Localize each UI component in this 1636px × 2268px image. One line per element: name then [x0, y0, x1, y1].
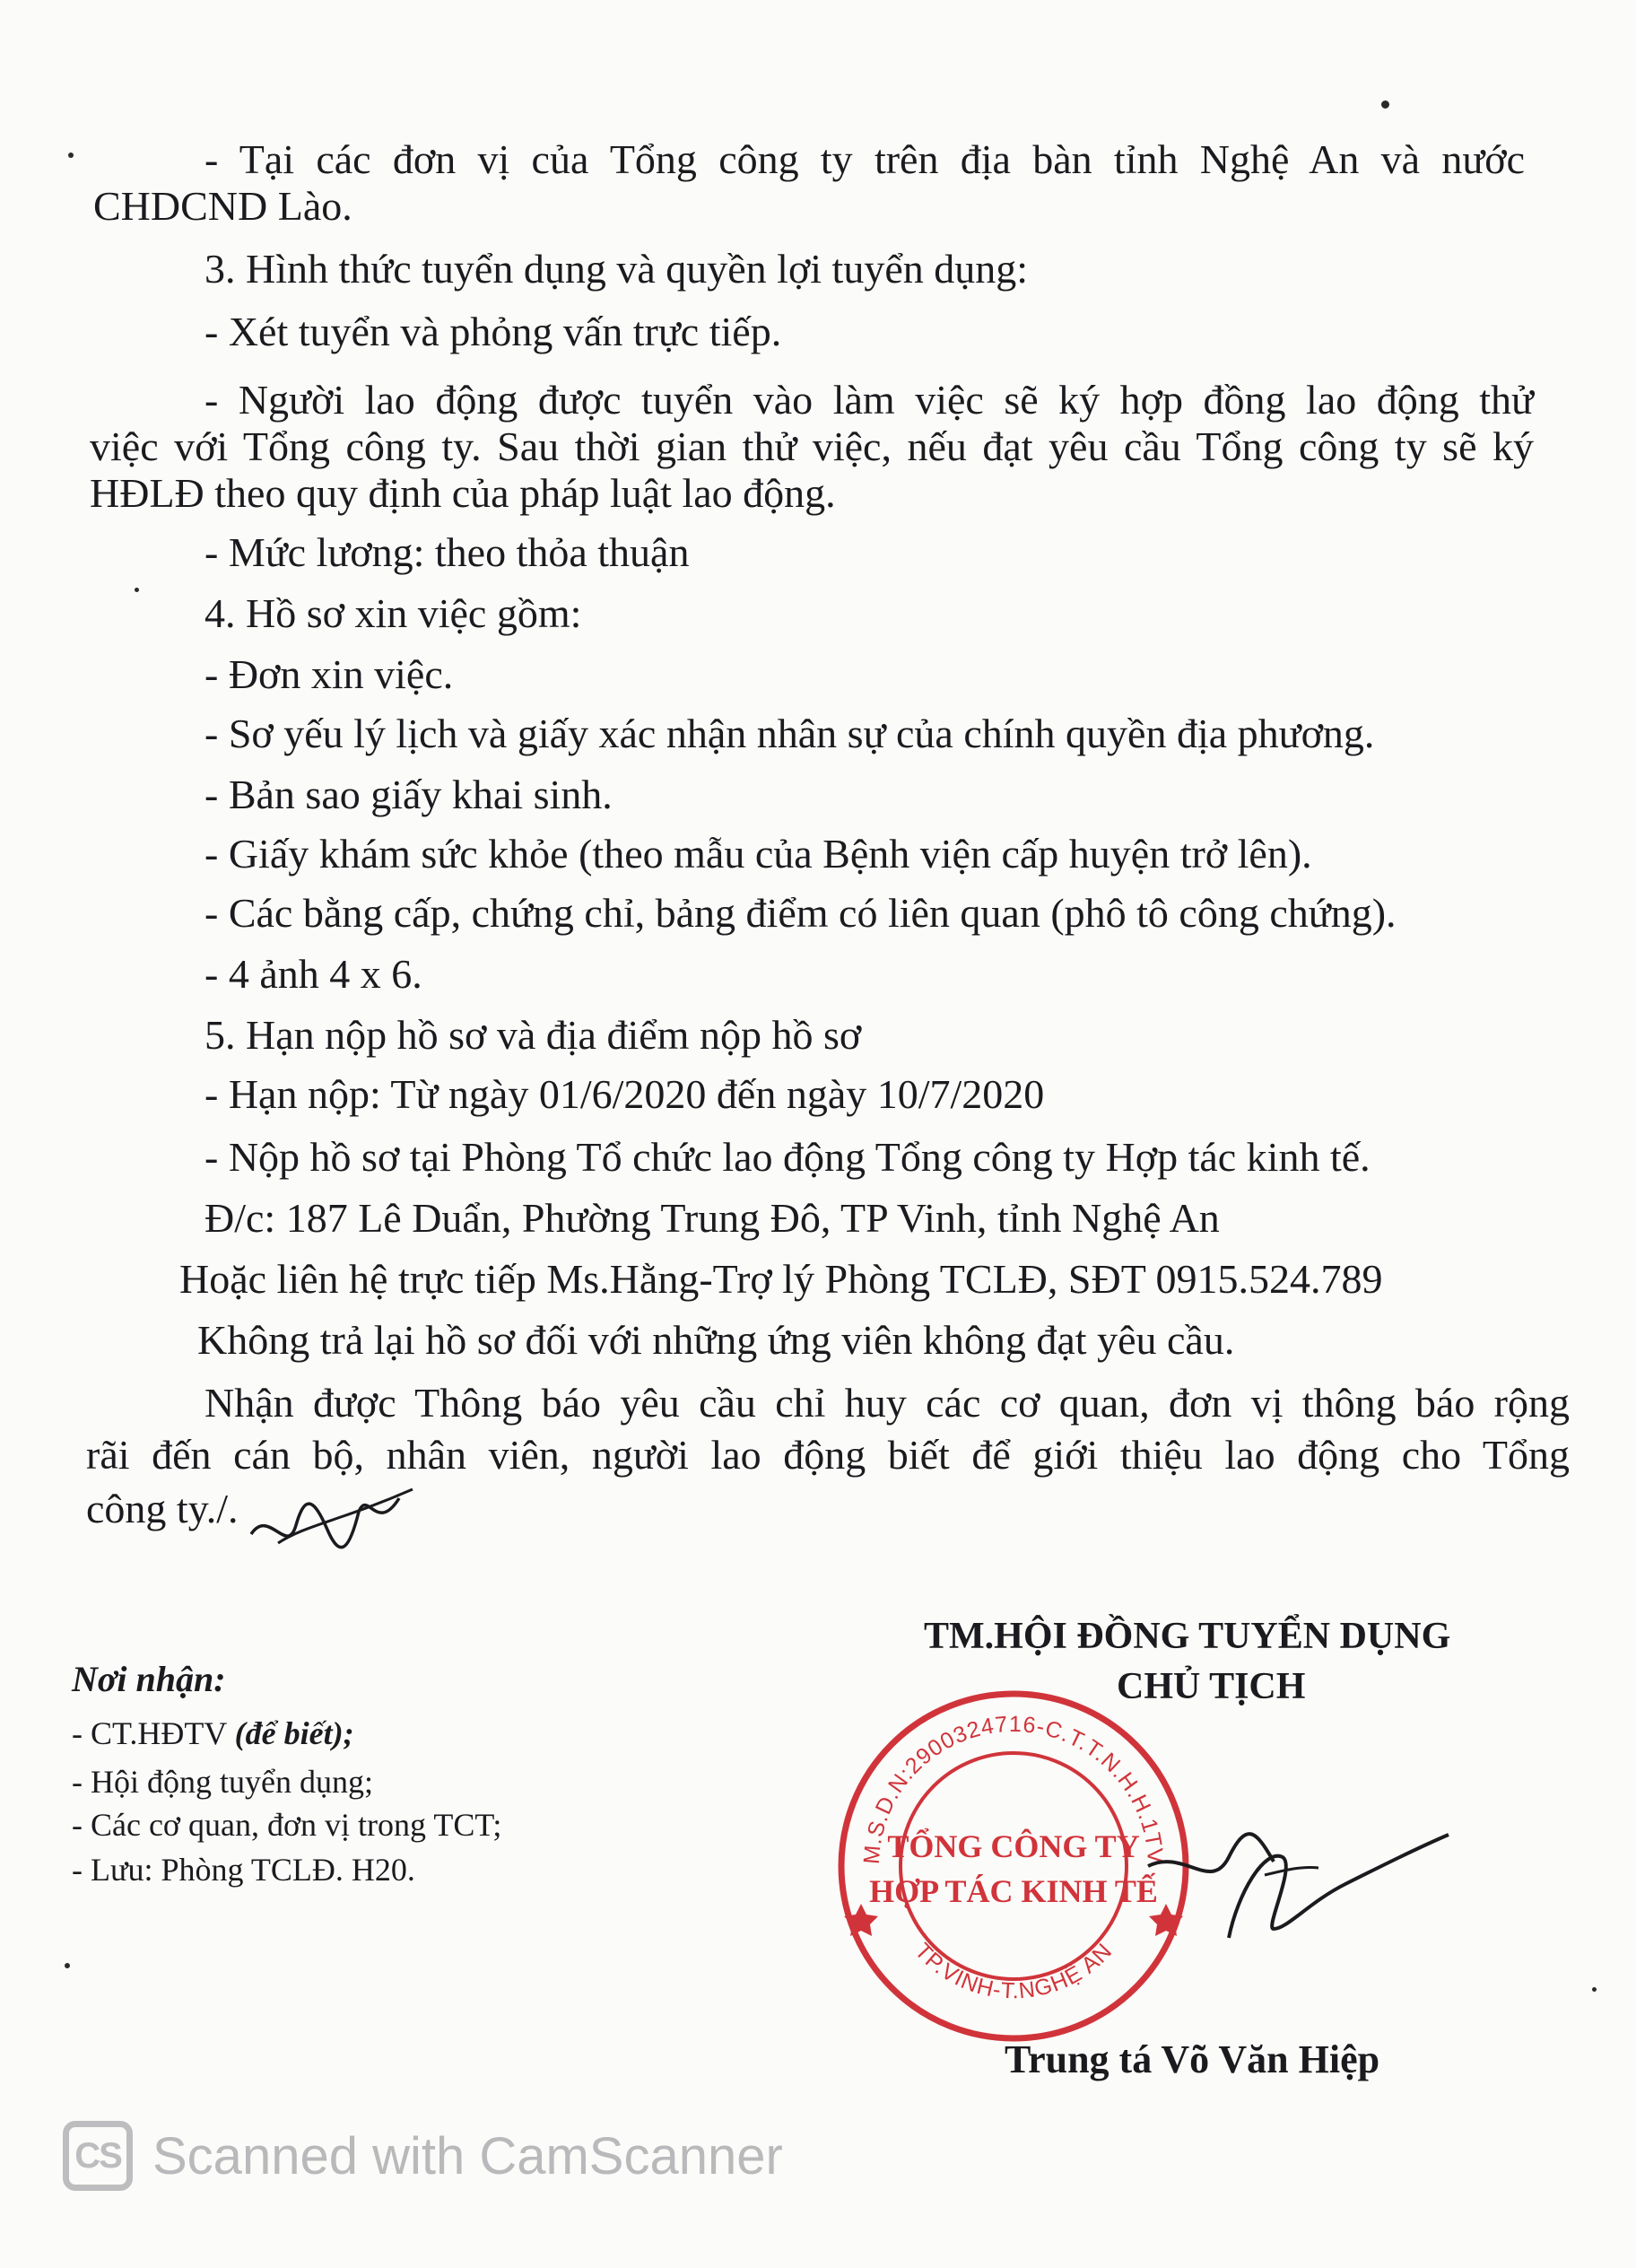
section-title: 3. Hình thức tuyển dụng và quyền lợi tuyển dụng:: [204, 246, 1029, 292]
address-line: Đ/c: 187 Lê Duẩn, Phường Trung Đô, TP Vinh, tỉnh Nghệ An: [204, 1195, 1220, 1241]
list-item: - 4 ảnh 4 x 6.: [204, 951, 422, 997]
list-item: - Bản sao giấy khai sinh.: [204, 772, 613, 817]
list-item: - Xét tuyển và phỏng vấn trực tiếp.: [204, 309, 782, 354]
paragraph-line: Nhận được Thông báo yêu cầu chỉ huy các cơ quan, đơn vị thông báo rộng: [204, 1380, 1570, 1426]
paragraph-line: việc với Tổng công ty. Sau thời gian thử việc, nếu đạt yêu cầu Tổng công ty sẽ ký: [90, 423, 1534, 469]
initials-scribble: [242, 1471, 422, 1561]
signature-role: CHỦ TỊCH: [1117, 1666, 1306, 1707]
paragraph-line: - Người lao động được tuyển vào làm việc sẽ ký hợp đồng lao động thử: [204, 377, 1534, 423]
recipients-title: Nơi nhận:: [72, 1659, 226, 1699]
contact-line: Hoặc liên hệ trực tiếp Ms.Hằng-Trợ lý Phòng TCLĐ, SĐT 0915.524.789: [179, 1256, 1383, 1302]
recipient-item: - Lưu: Phòng TCLĐ. H20.: [72, 1852, 415, 1888]
paragraph-line: rãi đến cán bộ, nhân viên, người lao động biết để giới thiệu lao động cho Tổng: [86, 1432, 1570, 1478]
list-item: - Nộp hồ sơ tại Phòng Tổ chức lao động Tổng công ty Hợp tác kinh tế.: [204, 1134, 1371, 1180]
seal-ring-bottom-text: TP.VINH-T.NGHỆ AN: [909, 1938, 1118, 2004]
list-item: - Đơn xin việc.: [204, 651, 454, 697]
recipient-note: (để biết);: [234, 1715, 354, 1751]
paragraph-line: HĐLĐ theo quy định của pháp luật lao động.: [90, 470, 836, 516]
recipient-item: - Các cơ quan, đơn vị trong TCT;: [72, 1807, 502, 1843]
list-item: - Hạn nộp: Từ ngày 01/6/2020 đến ngày 10/7/2020: [204, 1071, 1045, 1117]
recipient-item: - Hội động tuyển dụng;: [72, 1764, 373, 1800]
seal-center-line-1: TỔNG CÔNG TY: [887, 1828, 1140, 1864]
scan-speck: [135, 588, 139, 592]
list-item: - Giấy khám sức khỏe (theo mẫu của Bệnh viện cấp huyện trở lên).: [204, 831, 1312, 877]
list-item: - Mức lương: theo thỏa thuận: [204, 529, 690, 575]
recipient-main: - CT.HĐTV: [72, 1715, 227, 1751]
section-title: 4. Hồ sơ xin việc gồm:: [204, 590, 582, 636]
paragraph-line: công ty./.: [86, 1486, 239, 1531]
camscanner-text: Scanned with CamScanner: [152, 2126, 783, 2185]
seal-ring-top-text: M.S.D.N:2900324716-C.T.T.N.H.H.1TV: [858, 1711, 1169, 1865]
section-title: 5. Hạn nộp hồ sơ và địa điểm nộp hồ sơ: [204, 1012, 862, 1058]
recipient-item: [72, 1712, 354, 1755]
paragraph-line: CHDCND Lào.: [93, 183, 352, 229]
list-item: - Các bằng cấp, chứng chỉ, bảng điểm có liên quan (phô tô công chứng).: [204, 890, 1397, 936]
scan-speck: [65, 1963, 70, 1968]
camscanner-logo-icon: CS: [63, 2121, 133, 2191]
paragraph-line: - Tại các đơn vị của Tổng công ty trên địa bàn tỉnh Nghệ An và nước: [204, 136, 1525, 182]
camscanner-watermark: [63, 2115, 783, 2196]
svg-text:TP.VINH-T.NGHỆ AN: [909, 1938, 1117, 2003]
list-item: - Sơ yếu lý lịch và giấy xác nhận nhân sự của chính quyền địa phương.: [204, 711, 1375, 756]
note-line: Không trả lại hồ sơ đối với những ứng viên không đạt yêu cầu.: [197, 1317, 1235, 1363]
signature-org: TM.HỘI ĐỒNG TUYỂN DỤNG: [924, 1616, 1451, 1657]
scan-speck: [68, 153, 74, 158]
signature-scribble: [1130, 1794, 1453, 1947]
scan-speck: [1592, 1987, 1597, 1992]
scan-speck: [1381, 100, 1389, 109]
seal-center-line-2: HỢP TÁC KINH TẾ: [869, 1873, 1158, 1909]
signer-name: Trung tá Võ Văn Hiệp: [1005, 2037, 1380, 2081]
